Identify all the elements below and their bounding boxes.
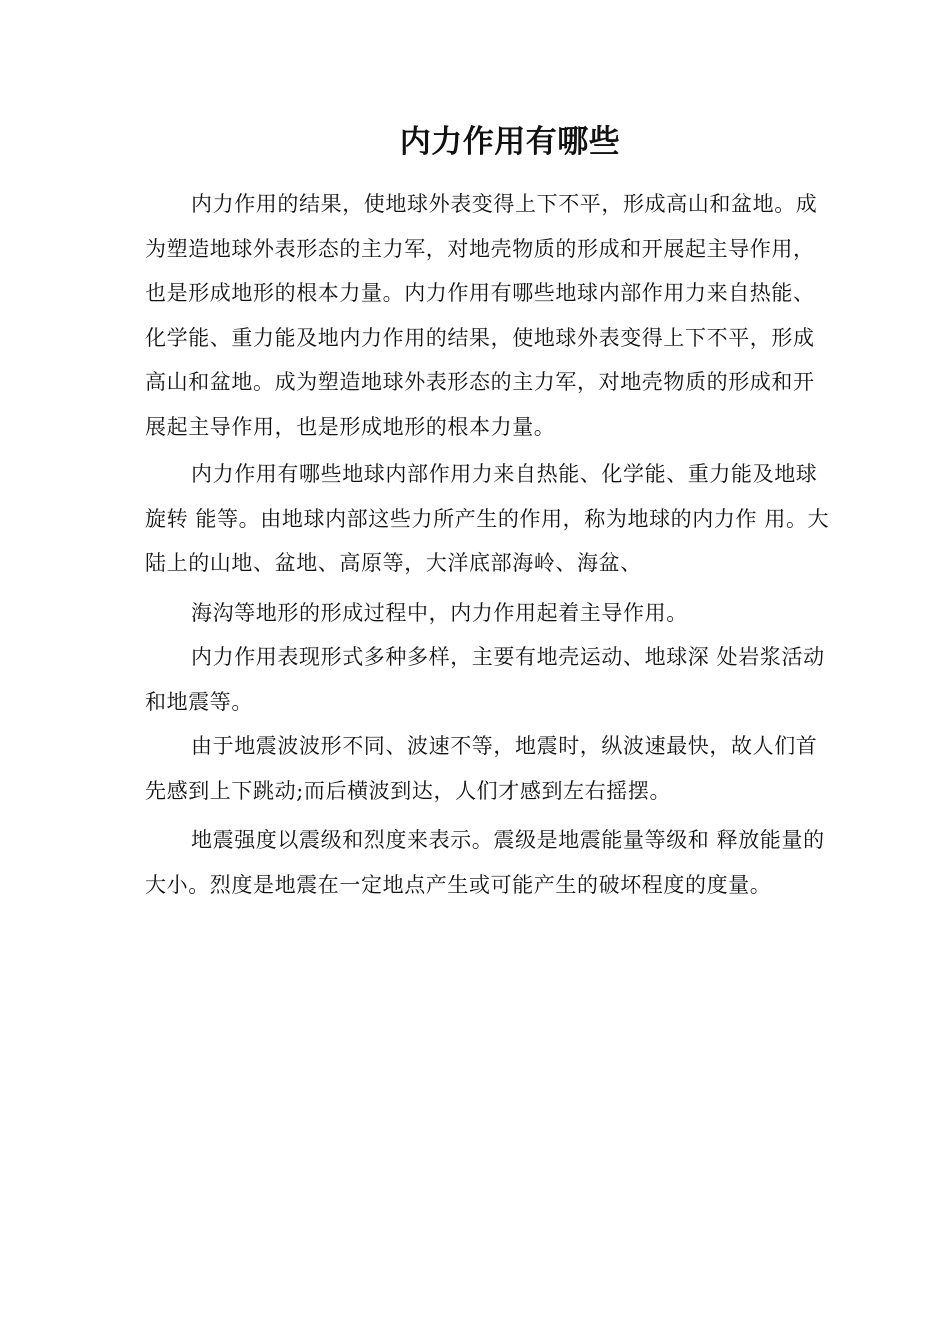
document-body: [145, 182, 835, 907]
paragraph-internal-forces-results: 内力作用的结果，使地球外表变得上下不平，形成高山和盆地。成为塑造地球外表形态的主力军，对地壳物质的形成和开展起主导作用，也是形成地形的根本力量。内力作用有哪些地球内部作用力来自热能、化学能、重力能及地内力作用的结果，使地球外表变得上下不平，形成高山和盆地。成为塑造地球外表形态的主力军，对地壳物质的形成和开展起主导作用，也是形成地形的根本力量。: [145, 192, 818, 439]
paragraph-seismic-waves: 由于地震波波形不同、波速不等，地震时，纵波速最快，故人们首先感到上下跳动;而后横波到达，人们才感到左右摇摆。: [145, 734, 818, 803]
paragraph-trench-formation: 海沟等地形的形成过程中，内力作用起着主导作用。: [191, 600, 688, 625]
paragraph-energy-sources: 内力作用有哪些地球内部作用力来自热能、化学能、重力能及地球旋转 能等。由地球内部这些力所产生的作用，称为地球的内力作 用。大陆上的山地、盆地、高原等，大洋底部海岭、海盆、: [145, 462, 830, 575]
paragraph-earthquake-intensity: 地震强度以震级和烈度来表示。震级是地震能量等级和 释放能量的大小。烈度是地震在一定地点产生或可能产生的破坏程度的度量。: [145, 828, 825, 897]
paragraph-forms-of-expression: 内力作用表现形式多种多样，主要有地壳运动、地球深 处岩浆活动和地震等。: [145, 645, 825, 714]
document-title: 内力作用有哪些: [399, 124, 621, 160]
